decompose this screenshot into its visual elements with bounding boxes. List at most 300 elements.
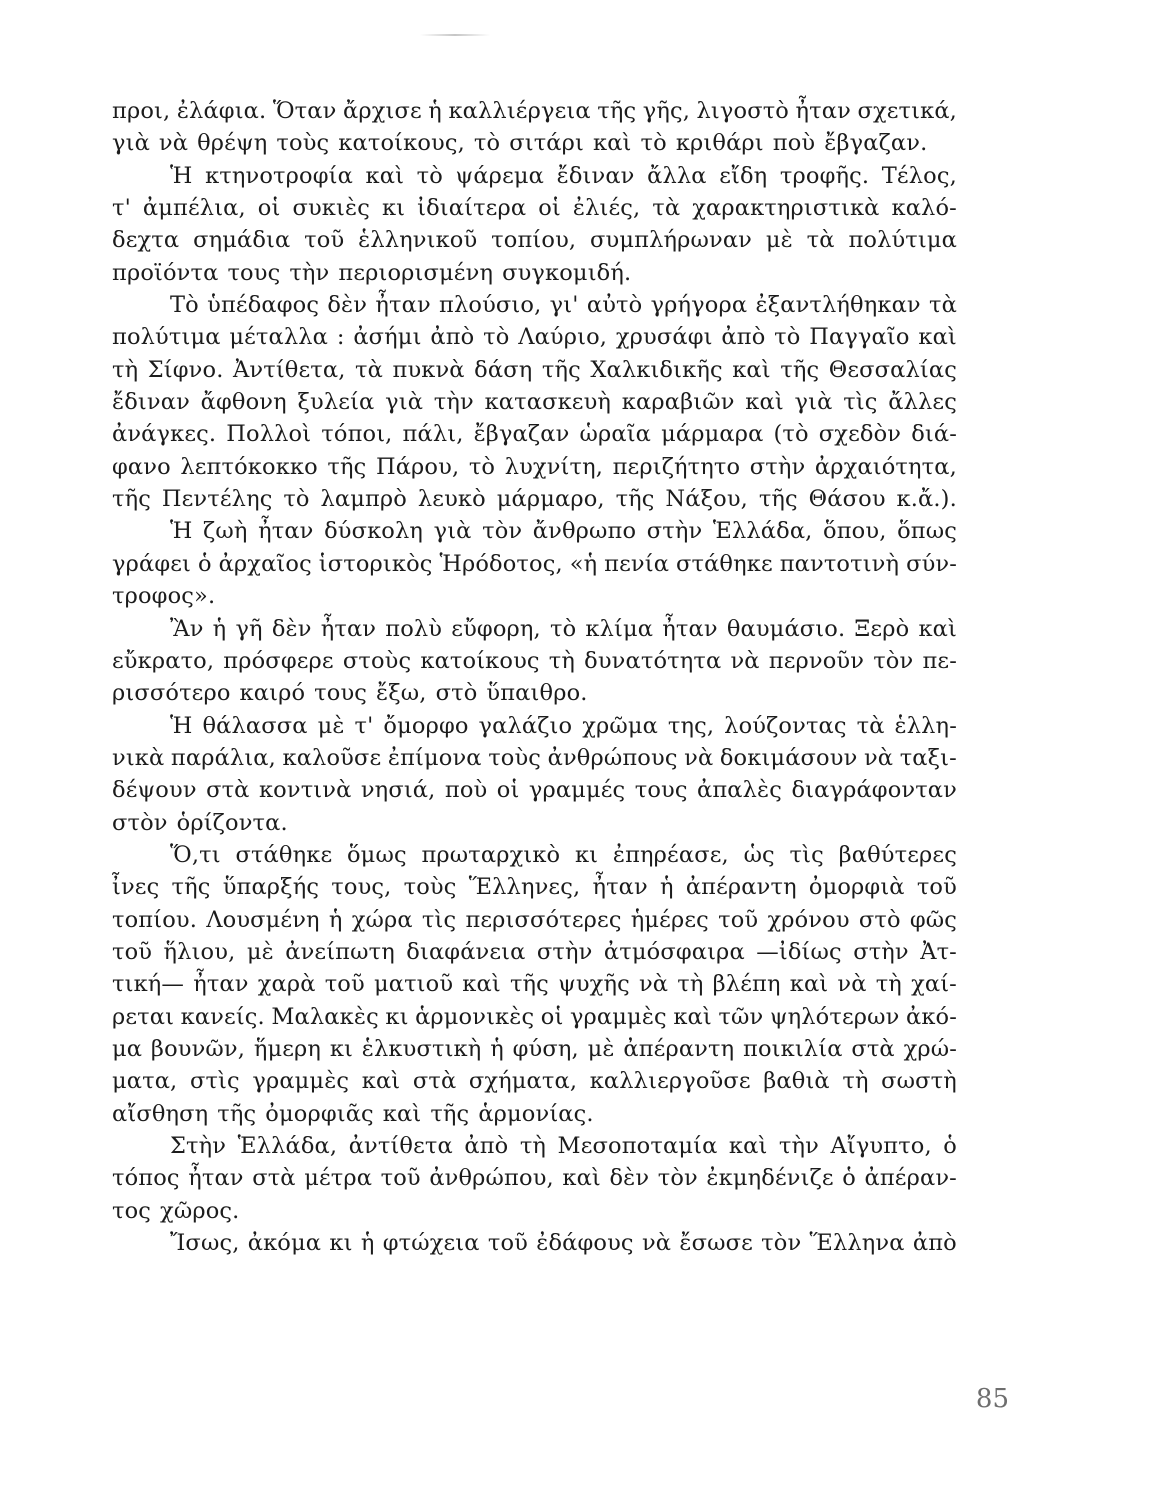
word: τὰ xyxy=(806,227,835,254)
word: ὁ xyxy=(943,1133,957,1159)
word: ξυλεία xyxy=(297,389,375,416)
word: χρυσάφι xyxy=(615,324,713,351)
word: νικὰ xyxy=(112,744,165,771)
word: καὶ xyxy=(593,130,632,157)
text-line xyxy=(112,451,957,483)
word: γραμμές xyxy=(528,777,626,804)
word: καὶ xyxy=(562,1165,601,1192)
word: πλούσιο, xyxy=(439,292,542,319)
word: ἐξαντλήθηκαν xyxy=(755,292,921,319)
word: τοῦ xyxy=(380,1165,421,1192)
word: τῆς xyxy=(171,874,211,901)
word: τὴν xyxy=(433,389,474,416)
body-text xyxy=(112,95,957,1259)
word: δοκιμάσουν xyxy=(719,744,858,771)
text-line xyxy=(112,1001,957,1033)
word: καλοῦσε xyxy=(282,744,382,771)
word: νὰ xyxy=(730,647,760,674)
word: ἀκό- xyxy=(905,1003,957,1030)
word: τὰ xyxy=(355,356,383,383)
word: τὸ xyxy=(640,130,667,157)
word: τοῦ xyxy=(487,1230,528,1257)
word: ὅπου, xyxy=(823,518,887,545)
word: τους xyxy=(314,680,368,707)
word: καὶ xyxy=(382,1100,422,1127)
word: στὰ xyxy=(206,777,250,804)
word: τὴν xyxy=(289,259,330,286)
word: τὸ xyxy=(549,615,577,642)
text-line xyxy=(112,386,957,418)
word: εὔκρατο, xyxy=(112,647,215,674)
text-line xyxy=(112,1195,957,1227)
word: ἀπέραντη xyxy=(685,874,797,901)
text-line xyxy=(112,192,957,224)
word: ἔξω, xyxy=(376,680,427,707)
word: ζωὴ xyxy=(203,518,248,545)
word: καὶ xyxy=(728,1133,768,1159)
word: γραμμὲς xyxy=(252,1068,350,1095)
word: τῆς xyxy=(509,971,549,998)
word: αἴσθηση xyxy=(112,1100,209,1127)
word: τοὺς xyxy=(488,744,542,771)
word: ὁ xyxy=(842,1165,856,1192)
word: νὰ xyxy=(837,971,867,998)
word: νὰ xyxy=(863,744,894,771)
word: κανείς. xyxy=(180,1003,265,1030)
word: τική— xyxy=(112,971,185,998)
word: τοπίου. xyxy=(112,906,198,933)
word: δεχτα xyxy=(112,227,180,254)
word: τὰ xyxy=(856,712,885,739)
text-line xyxy=(112,483,957,515)
word: τὴ xyxy=(677,971,704,998)
word: Ἀτ- xyxy=(920,938,957,965)
word: κι xyxy=(381,195,406,222)
word: χαί- xyxy=(911,971,957,998)
word: λυχνίτη, xyxy=(504,453,604,480)
word: τὴν xyxy=(778,1133,819,1159)
word: κατοίκους, xyxy=(338,130,465,157)
word: περιζήτητο xyxy=(612,453,741,480)
word: «ἡ xyxy=(569,550,598,577)
word: ἑλλη- xyxy=(894,712,957,739)
word: τοπίου, xyxy=(491,227,577,254)
word: τους xyxy=(634,777,688,804)
word: καραβιῶν xyxy=(621,389,735,416)
word: βουνῶν, xyxy=(150,1035,246,1062)
word: στάθηκε xyxy=(235,841,333,868)
word: ἑλληνικοῦ xyxy=(358,227,478,254)
word: γιὰ xyxy=(112,130,150,157)
word: τῆς xyxy=(430,1100,470,1127)
word: φύση, xyxy=(512,1035,579,1062)
word: Ἡ xyxy=(170,712,193,739)
word: γραμμὲς xyxy=(569,1003,667,1030)
word: ὡς xyxy=(743,841,775,868)
word: μέταλλα xyxy=(229,324,329,351)
word: τοῦ xyxy=(304,227,345,254)
word: ἁρμονίας. xyxy=(478,1100,594,1127)
word: εἴδη xyxy=(719,162,768,189)
word: δέψουν xyxy=(112,777,197,804)
word: ἀπὸ xyxy=(721,324,766,351)
word: ἄνθρωπο xyxy=(532,518,637,545)
word: γι' xyxy=(549,292,579,319)
word: μέτρα xyxy=(304,1165,373,1192)
word: ἦταν xyxy=(795,98,851,124)
word: κι xyxy=(574,841,599,868)
word: δυνατότητα xyxy=(584,647,722,674)
word: Ἑλλάδα, xyxy=(237,1133,338,1159)
word: μὲ xyxy=(317,712,345,739)
word: πενία xyxy=(604,550,670,577)
word: ἐπίμονα xyxy=(387,744,482,771)
word: κτηνοτροφία xyxy=(205,162,353,189)
word: ἄρχισε xyxy=(342,98,422,124)
word: ὄμορφο xyxy=(383,712,469,739)
word: ὡραῖα xyxy=(579,421,652,448)
word: τῆς xyxy=(780,356,820,383)
word: ἡ xyxy=(212,615,227,642)
text-line xyxy=(112,1227,957,1259)
word: βλέπη xyxy=(712,971,781,998)
word: πολύτιμα xyxy=(112,324,221,351)
word: τῆς xyxy=(758,486,798,513)
word: μα xyxy=(112,1035,143,1062)
word: περισσότερες xyxy=(465,906,622,933)
word: τὸν xyxy=(482,518,523,545)
scan-smudge xyxy=(420,34,490,36)
word: τους, xyxy=(331,874,392,901)
word: —ἰδίως xyxy=(756,938,842,965)
word: γράφει xyxy=(112,550,192,577)
word: τὸ xyxy=(468,453,496,480)
word: συμπλήρωναν xyxy=(590,227,752,254)
word: πρωταρχικὸ xyxy=(421,841,561,868)
word: ἡ xyxy=(328,906,343,933)
word: λιγοστὸ xyxy=(696,98,789,124)
word: λούζοντας xyxy=(724,712,847,739)
text-line xyxy=(112,418,957,450)
word: τὶς xyxy=(421,906,457,933)
word: ἦταν xyxy=(592,874,648,901)
word: τοῦ xyxy=(916,874,957,901)
word: Στὴν xyxy=(170,1133,227,1159)
word: ὕπαιθρο. xyxy=(486,680,588,707)
word: Χαλκιδικῆς xyxy=(590,356,723,383)
word: καιρό xyxy=(239,680,306,707)
word: ὅμως xyxy=(346,841,407,868)
word: Ξερὸ xyxy=(854,615,910,642)
word: τὸ xyxy=(483,324,510,351)
word: ἄλλα xyxy=(647,162,707,189)
page-number: 85 xyxy=(975,1384,1009,1414)
word: ψάρεμα xyxy=(455,162,544,189)
word: ἐπηρέασε, xyxy=(612,841,729,868)
word: καὶ xyxy=(673,1003,712,1030)
word: ἐκμηδένιζε xyxy=(706,1165,834,1192)
word: ἥλιου, xyxy=(163,938,236,965)
word: Θεσσαλίας xyxy=(828,356,957,383)
word: ἀνείπωτη xyxy=(285,938,395,965)
word: τὸ xyxy=(473,130,501,157)
word: γιὰ xyxy=(433,518,472,545)
word: καὶ xyxy=(732,356,771,383)
word: σχήματα, xyxy=(468,1068,578,1095)
word: οἱ xyxy=(540,1003,564,1030)
text-line xyxy=(112,936,957,968)
word: ἦταν xyxy=(193,971,249,998)
word: Τέλος, xyxy=(881,162,957,189)
word: σχετικά, xyxy=(857,98,957,124)
word: καὶ xyxy=(361,1068,401,1095)
word: δάση xyxy=(474,356,533,383)
word: στὴν xyxy=(853,938,909,965)
text-line xyxy=(112,645,957,677)
word: Ἑλλάδα, xyxy=(712,518,813,545)
word: γῆ xyxy=(235,615,263,642)
word: νὰ xyxy=(638,971,669,998)
word: αὐτὸ xyxy=(586,292,643,319)
word: ἡ xyxy=(360,1230,375,1257)
text-line xyxy=(112,904,957,936)
word: ἦταν xyxy=(320,615,377,642)
word: καὶ xyxy=(462,971,501,998)
word: τὶς xyxy=(843,389,878,416)
word: Σίφνο. xyxy=(147,356,224,383)
word: τοῦ xyxy=(324,971,365,998)
word: θρέψη xyxy=(197,130,268,157)
word: χρώ- xyxy=(903,1035,957,1062)
word: τὶς xyxy=(789,841,824,868)
word: τοὺς xyxy=(403,874,457,901)
word: Τὸ xyxy=(170,292,199,319)
word: ματα, xyxy=(112,1068,178,1095)
word: στὸ xyxy=(858,906,901,933)
word: τῆς xyxy=(112,486,151,513)
word: ρεται xyxy=(112,1003,175,1030)
word: προϊόντα xyxy=(112,259,219,286)
word: καὶ xyxy=(745,389,784,416)
word: Παγγαῖο xyxy=(809,324,910,351)
word: Νάξου, xyxy=(665,486,748,513)
word: ρισσότερο xyxy=(112,680,231,707)
word: καὶ xyxy=(918,615,957,642)
word: μάρμαρα xyxy=(661,421,764,448)
word: στάθηκε xyxy=(675,550,773,577)
word: τὰ xyxy=(929,292,957,319)
word: κριθάρι xyxy=(675,130,764,157)
word: καὶ xyxy=(789,971,829,998)
word: τὴ xyxy=(842,1068,869,1095)
word: ἀρχαῖος xyxy=(218,550,312,577)
word: ἡ xyxy=(490,1035,504,1062)
word: χρόνου xyxy=(767,906,850,933)
word: παντοτινὴ xyxy=(779,550,900,577)
text-line xyxy=(112,321,957,353)
word: πυκνὰ xyxy=(392,356,465,383)
word: ὅπως xyxy=(897,518,957,545)
word: νησιά, xyxy=(360,777,436,804)
word: Μεσοποταμία xyxy=(557,1133,718,1159)
word: μάρμαρο, xyxy=(496,486,605,513)
word: Ἕλληνα xyxy=(809,1230,905,1257)
word: σημάδια xyxy=(193,227,291,254)
text-line xyxy=(112,710,957,742)
word: δὲν xyxy=(609,1165,650,1192)
word: κατασκευὴ xyxy=(484,389,612,416)
word: κ.ἄ.). xyxy=(896,486,957,513)
word: τροφος». xyxy=(112,583,216,610)
word: μὲ xyxy=(246,938,274,965)
word: εὔφορη, xyxy=(451,615,541,642)
word: Λαύριο, xyxy=(518,324,608,351)
word: ἄλλες xyxy=(888,389,957,416)
word: στὰ xyxy=(412,1068,457,1095)
word: καὶ xyxy=(365,162,405,189)
text-line xyxy=(112,807,957,839)
word: οἱ xyxy=(496,777,520,804)
word: χώρα xyxy=(351,906,413,933)
word: τὸ xyxy=(283,486,310,513)
text-line xyxy=(112,968,957,1000)
text-line xyxy=(112,1033,957,1065)
word: τῆς xyxy=(615,486,655,513)
word: γιὰ xyxy=(794,389,833,416)
word: ἔδιναν xyxy=(556,162,635,189)
word: πρόσφερε xyxy=(223,647,334,674)
word: γρήγορα xyxy=(650,292,748,319)
word: τῆς xyxy=(217,1100,257,1127)
word: τὰ xyxy=(652,195,681,222)
word: σωστὴ xyxy=(881,1068,957,1095)
word: ματιοῦ xyxy=(373,971,454,998)
word: δύσκολη xyxy=(324,518,424,545)
word: τοὺς xyxy=(276,130,330,157)
word: νὰ xyxy=(158,130,189,157)
word: ψυχῆς xyxy=(558,971,630,998)
word: τ' xyxy=(354,712,374,739)
word: : xyxy=(336,324,345,351)
word: ἡμέρες xyxy=(630,906,709,933)
word: πε- xyxy=(922,647,957,674)
word: τὴ xyxy=(112,356,139,383)
word: ἀπὸ xyxy=(430,324,475,351)
word: ἦταν xyxy=(375,292,431,319)
word: ἰδιαίτερα xyxy=(417,195,527,222)
word: βαθιὰ xyxy=(763,1068,830,1095)
word: χαρακτηριστικὰ xyxy=(692,195,880,222)
word: ἐλάφια. xyxy=(176,98,267,124)
word: Ἕλληνες, xyxy=(468,874,581,901)
word: χρῶμα xyxy=(582,712,658,739)
text-line xyxy=(112,289,957,321)
word: διαγράφονταν xyxy=(791,777,957,804)
word: κατοίκους xyxy=(420,647,540,674)
text-line xyxy=(112,677,957,709)
word: ψηλότερων xyxy=(769,1003,900,1030)
word: φῶς xyxy=(909,906,957,933)
word: μὲ xyxy=(765,227,793,254)
text-line xyxy=(112,1130,957,1162)
text-line xyxy=(112,160,957,192)
word: δὲν xyxy=(327,292,368,319)
text-line xyxy=(112,515,957,547)
word: δὲν xyxy=(271,615,312,642)
word: στὸν xyxy=(112,809,168,836)
word: ἑλκυστικὴ xyxy=(361,1035,482,1062)
word: Ἀντίθετα, xyxy=(233,356,346,383)
word: ποικιλία xyxy=(743,1035,843,1062)
word: φτώχεια xyxy=(382,1230,480,1257)
text-line xyxy=(112,1098,957,1130)
word: της, xyxy=(667,712,715,739)
word: (τὸ xyxy=(773,421,809,448)
word: ἀσήμι xyxy=(353,324,422,351)
word: ἀνθρώπους xyxy=(547,744,678,771)
word: τὸ xyxy=(774,324,801,351)
word: Ἡ xyxy=(170,518,193,545)
word: περνοῦν xyxy=(768,647,865,674)
word: Πολλοὶ xyxy=(226,421,312,448)
word: ἁρμονικὲς xyxy=(415,1003,535,1030)
word: ἀπαλὲς xyxy=(697,777,783,804)
word: τὴ xyxy=(519,1133,547,1159)
word: Ἴσως, xyxy=(170,1230,240,1257)
word: στὶς xyxy=(189,1068,240,1095)
word: Ἡρόδοτος, xyxy=(439,550,563,577)
word: ἀμπέλια, xyxy=(142,195,246,222)
text-line xyxy=(112,613,957,645)
word: ἀνθρώπου, xyxy=(429,1165,554,1192)
word: γιὰ xyxy=(385,389,424,416)
word: τος xyxy=(112,1197,152,1224)
word: ἱστορικὸς xyxy=(318,550,433,577)
word: Θάσου xyxy=(808,486,886,513)
word: λεπτόκοκκο xyxy=(180,453,318,480)
word: χῶρος. xyxy=(160,1197,240,1224)
word: ἄφθονη xyxy=(200,389,287,416)
word: κι xyxy=(329,1035,354,1062)
word: σιτάρι xyxy=(509,130,584,157)
text-line xyxy=(112,354,957,386)
word: ἔβγαζαν. xyxy=(824,130,928,157)
word: οἱ xyxy=(257,195,281,222)
word: τῆς xyxy=(327,453,367,480)
word: ἀτμόσφαιρα xyxy=(603,938,745,965)
word: τῶν xyxy=(718,1003,764,1030)
word: ἦταν xyxy=(258,518,314,545)
word: ἀπέραν- xyxy=(864,1165,957,1192)
word: σχεδὸν xyxy=(818,421,902,448)
word: Αἴγυπτο, xyxy=(830,1133,932,1159)
word: τὴ xyxy=(548,647,576,674)
text-line xyxy=(112,871,957,903)
word: τ' xyxy=(112,195,131,222)
word: ὁρίζοντα. xyxy=(176,809,288,836)
word: τους xyxy=(227,259,281,286)
text-line xyxy=(112,1065,957,1097)
word: κλίμα xyxy=(585,615,654,642)
word: ἔσωσε xyxy=(679,1230,753,1257)
word: ταξι- xyxy=(899,744,957,771)
word: τῆς xyxy=(541,356,581,383)
word: διά- xyxy=(911,421,957,448)
word: στοὺς xyxy=(342,647,412,674)
word: κι xyxy=(385,1003,409,1030)
word: πάλι, xyxy=(402,421,464,448)
word: ἀντίθετα xyxy=(348,1133,453,1159)
